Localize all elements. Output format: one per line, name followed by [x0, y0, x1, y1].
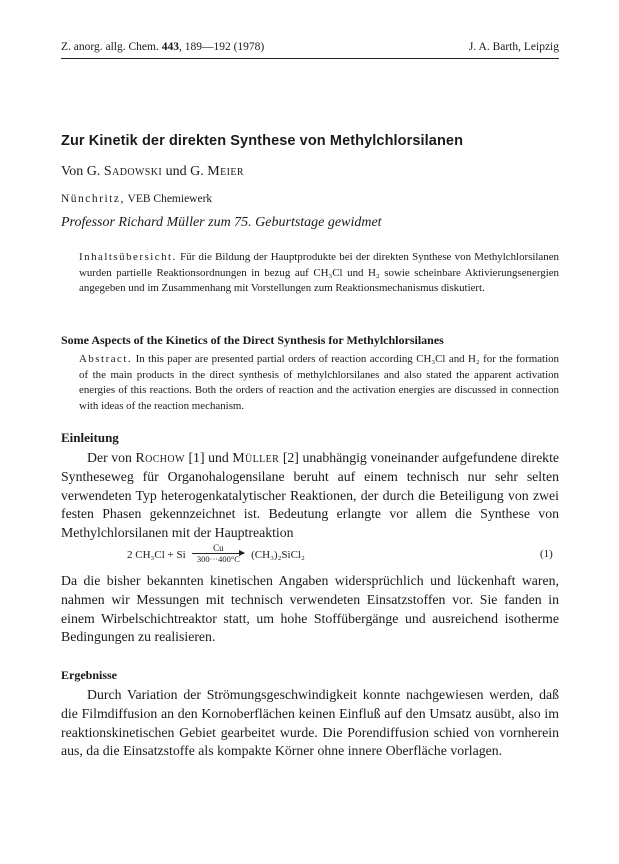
body-text: [1] und — [188, 450, 229, 465]
cited-author: Rochow — [135, 450, 185, 465]
abstract-text: In this paper are presented partial orders of reaction according CH₃Cl and H₂ for the formation of the main products in the direct synthesis of methylchlorsilanes and also stated the apparent activation energies of this reactions. Both the orders of reaction and the activation energies are discussed in connection with ideas of the reaction mechanism. — [79, 353, 559, 412]
journal-pages-year: , 189—192 (1978) — [178, 41, 265, 53]
reaction-arrow — [192, 543, 244, 564]
abstract-english — [79, 352, 559, 414]
paper-title: Zur Kinetik der direkten Synthese von Methylchlorsilanen — [61, 133, 464, 149]
equation-rhs: (CH₃)₂SiCl₂ — [251, 549, 305, 562]
section-heading: Einleitung — [61, 430, 119, 445]
abstract-label: Inhaltsübersicht. — [79, 251, 177, 263]
abstract-text: Für die Bildung der Hauptprodukte bei der direkten Synthese von Methylchlorsilanen wurden partielle Reaktionsordnungen in bezug auf CH₃Cl und H₂ sowie scheinbare Aktivierungsenergien angegeben und im Zusammenhang mit Vorstellungen zum Reaktionsmechanismus diskutiert. — [79, 251, 559, 295]
dedication: Professor Richard Müller zum 75. Geburtstage gewidmet — [61, 215, 382, 230]
arrow-icon — [192, 553, 244, 554]
reaction-equation — [127, 545, 305, 566]
body-text: Der von — [87, 450, 132, 465]
abstract-label: Abstract. — [79, 353, 133, 365]
author-name: Sadowski — [103, 164, 163, 179]
cited-author: Müller — [232, 450, 280, 465]
author-name: Meier — [207, 164, 244, 179]
english-title: Some Aspects of the Kinetics of the Direct Synthesis for Methylchlorsilanes — [61, 333, 444, 347]
author-conjunction: und G. — [165, 164, 204, 179]
affiliation — [61, 193, 212, 205]
journal-name: Z. anorg. allg. Chem. — [61, 41, 159, 53]
header-rule — [61, 58, 559, 59]
running-header — [61, 41, 559, 53]
journal-citation — [61, 41, 264, 53]
equation-lhs: 2 CH₃Cl + Si — [127, 549, 186, 562]
equation-catalyst: Cu — [213, 543, 224, 553]
body-text: [2] unabhängig voneinander aufgefundene direkte Syntheseweg für Organohalogensilane beruht auf einem technisch nur sehr selten verwendeten Typ heterogenkatalytischer Reaktionen, der durch die Beteiligung von zwei festen Phasen gekennzeichnet ist. Bedeutung erlangte vor allem die Synthese von Methylchlorsilanen mit der Hauptreaktion — [61, 450, 560, 541]
body-text: Da die bisher bekannten kinetischen Angaben widersprüchlich und lückenhaft waren, nahmen wir Messungen mit technisch verwendeten Einsatzstoffen vor. Sie fanden in einem Wirbelschichtreaktor statt, um hohe Stoffübergänge und ausreichend isotherme Bedingungen zu realisieren. — [61, 573, 559, 645]
equation-number: (1) — [540, 548, 553, 560]
abstract-german — [79, 250, 559, 297]
affiliation-place: Nünchritz, — [61, 193, 125, 205]
affiliation-org: VEB Chemiewerk — [127, 193, 213, 205]
author-prefix: Von G. — [61, 164, 101, 179]
section-heading: Ergebnisse — [61, 668, 118, 682]
body-text: Durch Variation der Strömungsgeschwindigkeit konnte nachgewiesen werden, daß die Filmdiffusion an den Kornoberflächen keinen Einfluß auf den Umsatz ausübt, also im reaktionskinetischen Gebiet gearbeitet wurde. Die Porendiffusion schied von vornherein aus, da die Einsatzstoffe als kompakte Körner ohne innere Oberfläche vorlagen. — [61, 687, 559, 759]
journal-volume: 443 — [161, 41, 179, 53]
publisher: J. A. Barth, Leipzig — [468, 41, 559, 53]
equation-temperature: 300···400°C — [196, 554, 240, 564]
body-paragraph — [61, 449, 559, 543]
author-line — [61, 164, 244, 180]
body-paragraph — [61, 572, 559, 647]
body-paragraph — [61, 686, 559, 761]
